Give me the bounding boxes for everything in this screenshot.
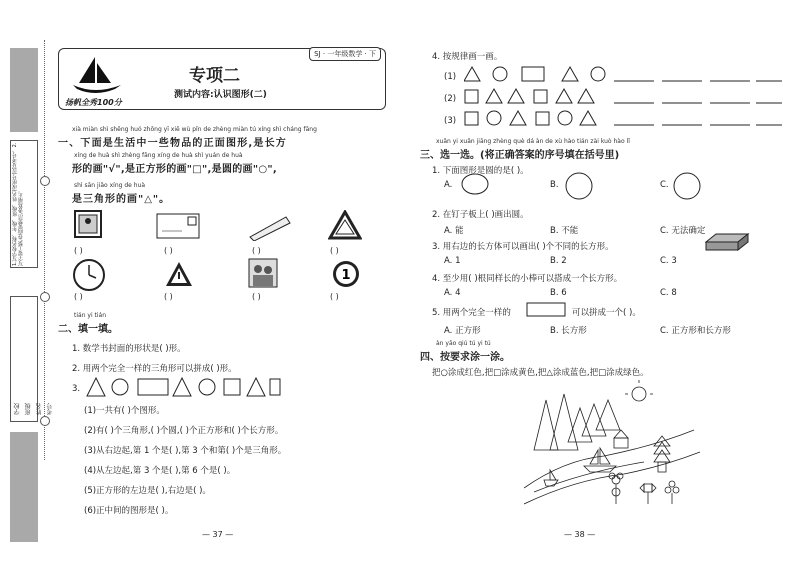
choice-4-c: C. 8 [660, 288, 677, 298]
question-3-5: (5)正方形的左边是( ),右边是( )。 [84, 486, 211, 496]
choice-2-c: C. 无法确定 [660, 226, 706, 236]
info-field-school: 学校 [14, 403, 21, 415]
choice-1-c: C. [660, 180, 669, 190]
answer-paren[interactable]: ( ) [252, 292, 261, 301]
circle-option-image [672, 172, 702, 200]
choice-2-b: B. 不能 [550, 226, 579, 236]
question-3-1: (1)一共有( )个图形。 [84, 406, 165, 416]
shapes-row-image [86, 376, 282, 398]
pattern-row-2-label: (2) [444, 94, 457, 104]
choice-3-c: C. 3 [660, 256, 677, 266]
choice-2-a: A. 能 [444, 226, 464, 236]
answer-paren[interactable]: ( ) [164, 292, 173, 301]
question-1: 1. 数学书封面的形状是( )形。 [72, 344, 186, 354]
choice-3-a: A. 1 [444, 256, 461, 266]
question-4: 4. 按规律画一画。 [432, 52, 503, 62]
question-3-4: (4)从左边起,第 3 个是( ),第 6 个是( )。 [84, 466, 236, 476]
choice-5-b: B. 长方形 [550, 326, 587, 336]
coloring-picture-image [524, 380, 704, 506]
choice-3-b: B. 2 [550, 256, 567, 266]
binding-hole [40, 176, 50, 186]
choice-4-b: B. 6 [550, 288, 567, 298]
answer-paren[interactable]: ( ) [252, 246, 261, 255]
question-3-6: (6)正中间的图形是( )。 [84, 506, 174, 516]
section-2-title: 二、填一填。 [58, 324, 118, 335]
page-number: — 37 — [202, 530, 234, 539]
svg-text:1: 1 [341, 268, 351, 283]
binding-gray-bottom [10, 432, 38, 542]
section-pinyin: xià miàn shì shēng huó zhōng yī xiē wù pǐn de zhèng miàn tú xíng shì cháng fāng [72, 126, 317, 133]
page-number: — 38 — [564, 530, 596, 539]
warning-sign-image [164, 260, 194, 288]
header-box [58, 48, 386, 110]
pattern-row-1 [464, 65, 784, 85]
circle-option-image [564, 172, 594, 200]
rectangle-shape-image [526, 302, 566, 318]
info-field-number: 考号 [47, 403, 54, 415]
answer-paren[interactable]: ( ) [74, 246, 83, 255]
page-subtitle: 测试内容:认识图形(二) [174, 90, 267, 100]
binding-hole [40, 292, 50, 302]
question-3-2: (2)有( )个三角形,( )个圆,( )个正方形和( )个长方形。 [84, 426, 284, 436]
photo-image [248, 258, 278, 288]
ruler-image [248, 215, 292, 241]
choice-question-4: 4. 至少用( )根同样长的小棒可以搭成一个长方形。 [432, 274, 623, 284]
section-1-title: 一、下面是生活中一些物品的正面图形,是长方 [58, 138, 287, 149]
choice-1-a: A. [444, 180, 453, 190]
choice-4-a: A. 4 [444, 288, 461, 298]
choice-question-5: 5. 用两个完全一样的 [432, 308, 511, 318]
answer-paren[interactable]: ( ) [164, 246, 173, 255]
choice-5-c: C. 正方形和长方形 [660, 326, 731, 336]
question-3-3: (3)从右边起,第 1 个是( ),第 3 个和第( )个是三角形。 [84, 446, 287, 456]
section-1-line3: 是三角形的画"△"。 [72, 194, 171, 205]
choice-5-a: A. 正方形 [444, 326, 481, 336]
coin-image [332, 260, 360, 288]
picture-frame-image [74, 210, 102, 238]
page-title: 专项二 [189, 66, 240, 86]
pattern-row-2 [464, 87, 784, 107]
cut-line [44, 40, 47, 460]
section-4-title: 四、按要求涂一涂。 [420, 352, 510, 363]
pattern-row-3 [464, 109, 784, 129]
choice-question-5-end: 可以拼成一个( )。 [572, 308, 641, 318]
ellipse-option-image [460, 172, 490, 196]
section-pinyin: àn yāo qiú tú yi tú [436, 340, 491, 347]
logo-text: 扬帆全秀100分 [65, 98, 122, 107]
question-2: 2. 用两个完全一样的三角形可以拼成( )形。 [72, 364, 237, 374]
page-38 [414, 0, 784, 566]
pattern-row-3-label: (3) [444, 116, 457, 126]
answer-paren[interactable]: ( ) [330, 292, 339, 301]
coloring-instruction: 把○涂成红色,把□涂成黄色,把△涂成蓝色,把□涂成绿色。 [432, 368, 649, 378]
binding-strip [0, 0, 54, 566]
student-info-box [10, 296, 54, 422]
section-pinyin: tián yi tián [74, 312, 107, 319]
grade-tag: SJ · 一年级数学 · 下 [309, 47, 381, 61]
section-pinyin: xíng de huà shì zhèng fāng xíng de huà shì yuán de huà [74, 152, 243, 159]
pattern-row-1-label: (1) [444, 72, 457, 82]
info-field-name: 姓名 [36, 403, 43, 415]
choice-question-2: 2. 在钉子板上( )画出圆。 [432, 210, 529, 220]
clock-image [72, 258, 106, 292]
triangle-ruler-image [328, 210, 362, 240]
section-1-line2: 形的画"√",是正方形的画"□",是圆的画"○", [72, 164, 277, 175]
section-pinyin: xuǎn yi xuǎn jiāng zhèng què dá àn de xù hào tián zài kuò hào lǐ [436, 138, 630, 145]
section-pinyin: shì sān jiǎo xíng de huà [74, 182, 146, 189]
sailboat-logo-icon [65, 55, 125, 107]
envelope-image [156, 213, 200, 239]
choice-question-1: 1. 下面图形是圆的是( )。 [432, 166, 529, 176]
answer-paren[interactable]: ( ) [330, 246, 339, 255]
notice-box: 1.写学校名称、年级、班级、姓名(或座号)以及考号。2.写字要工整,卷面要整洁,書寫端正。 [10, 140, 38, 268]
info-field-class: 班级 [25, 403, 32, 415]
binding-hole [40, 416, 50, 426]
binding-gray-top [10, 48, 38, 132]
cuboid-image [704, 232, 750, 252]
question-3: 3. [72, 384, 81, 394]
section-3-title: 三、选一选。(将正确答案的序号填在括号里) [420, 150, 620, 161]
page-37 [52, 0, 390, 566]
answer-paren[interactable]: ( ) [74, 292, 83, 301]
choice-1-b: B. [550, 180, 559, 190]
choice-question-3: 3. 用右边的长方体可以画出( )个不同的长方形。 [432, 242, 614, 252]
